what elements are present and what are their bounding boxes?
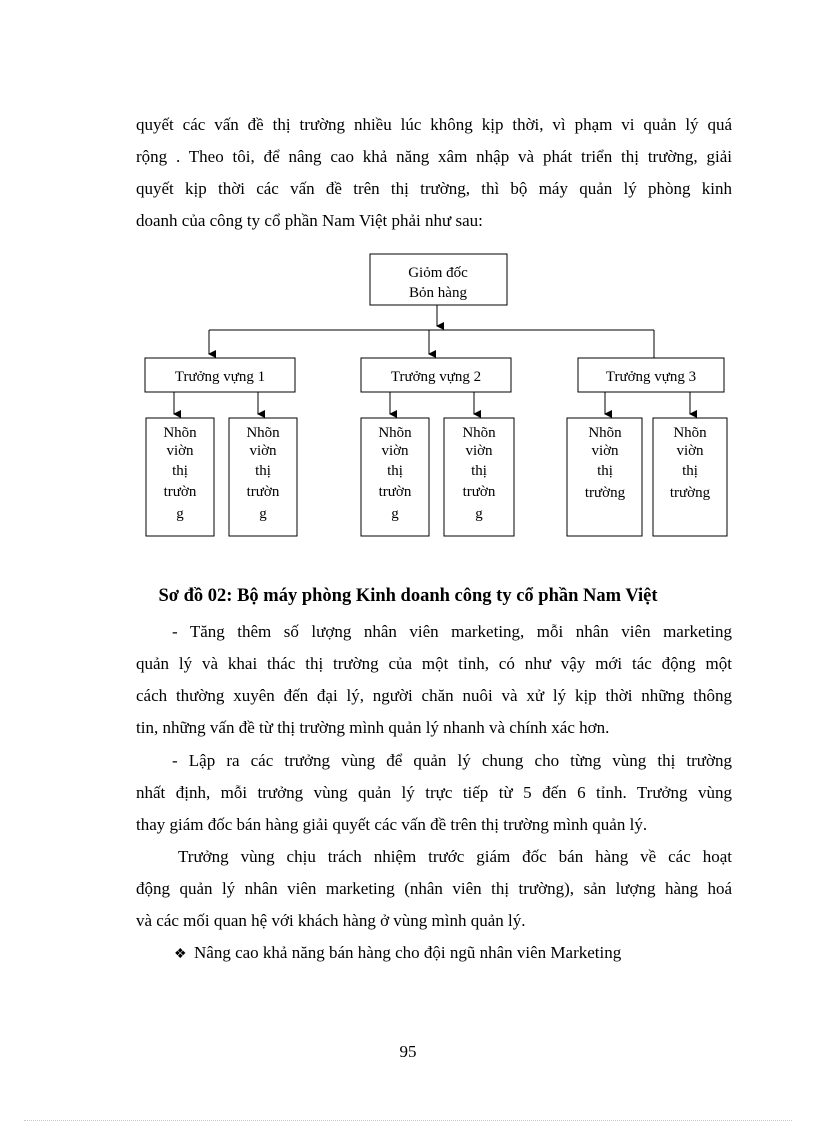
staff-2b-line-5: g [475,506,483,522]
body-line-6: nhất định, mỗi trưởng vùng quản lý trực tiếp từ 5 đến 6 tỉnh. Trưởng vùng [136,783,732,802]
staff-3b-line-4: trường [669,485,711,501]
director-line-1: Giỏm đốc [408,265,468,281]
staff-1a-line-1: Nhõn [163,425,197,441]
staff-3a-line-4: trường [584,485,626,501]
body-line-5: - Lập ra các trưởng vùng để quản lý chung cho từng vùng thị trường [172,751,732,770]
staff-1a-line-3: thị [172,463,188,479]
staff-1a-line-5: g [176,506,184,522]
staff-3a-line-2: viờn [591,443,619,459]
body-line-4: tin, những vấn đề từ thị trường mình quản lý nhanh và chính xác hơn. [136,718,610,737]
body-line-2: quản lý và khai thác thị trường của một tỉnh, có như vậy mới tác động một [136,654,732,673]
staff-2b-line-1: Nhõn [462,425,496,441]
bullet-text: Nâng cao khả năng bán hàng cho đội ngũ nhân viên Marketing [194,943,622,962]
staff-3b-line-3: thị [682,463,698,479]
staff-2b-line-4: trườn [462,484,496,500]
diamond-bullet-icon: ❖ [174,947,187,962]
body-line-8: Trưởng vùng chịu trách nhiệm trước giám đốc bán hàng về các hoạt [178,847,732,866]
body-line-1: - Tăng thêm số lượng nhân viên marketing, mỗi nhân viên marketing [172,622,732,641]
staff-3b-line-1: Nhõn [673,425,707,441]
intro-line-2: rộng . Theo tôi, để nâng cao khả năng xâm nhập và phát triển thị trường, giải [136,147,732,166]
staff-3a-line-1: Nhõn [588,425,622,441]
staff-2a-line-5: g [391,506,399,522]
staff-1a-line-4: trườn [163,484,197,500]
page-number: 95 [399,1042,417,1061]
intro-line-1: quyết các vấn đề thị trường nhiều lúc không kịp thời, vì phạm vi quản lý quá [136,115,732,134]
staff-2a-line-3: thị [387,463,403,479]
staff-3a-line-3: thị [597,463,613,479]
staff-2a-line-2: viờn [381,443,409,459]
staff-1b-line-4: trườn [246,484,280,500]
region-label-3: Trưởng vựng 3 [605,369,697,385]
staff-1b-line-5: g [259,506,267,522]
staff-1b-line-1: Nhõn [246,425,280,441]
staff-1b-line-3: thị [255,463,271,479]
region-label-1: Trưởng vựng 1 [174,369,266,385]
staff-2a-line-1: Nhõn [378,425,412,441]
body-line-7: thay giám đốc bán hàng giải quyết các vấn đề trên thị trường mình quản lý. [136,815,648,834]
diagram-caption: Sơ đồ 02: Bộ máy phòng Kinh doanh công ty cổ phần Nam Việt [158,586,658,606]
body-line-9: động quản lý nhân viên marketing (nhân viên thị trường), sản lượng hàng hoá [136,879,732,898]
director-line-2: Bỏn hàng [409,285,467,301]
body-line-10: và các mối quan hệ với khách hàng ở vùng mình quản lý. [136,911,526,930]
staff-1a-line-2: viờn [166,443,194,459]
intro-line-4: doanh của công ty cổ phần Nam Việt phải như sau: [136,211,483,230]
bullet-item [174,942,734,966]
staff-3b-line-2: viờn [676,443,704,459]
footer-divider [24,1120,792,1121]
staff-1b-line-2: viờn [249,443,277,459]
staff-2b-line-2: viờn [465,443,493,459]
staff-2a-line-4: trườn [378,484,412,500]
body-line-3: cách thường xuyên đến đại lý, người chăn nuôi và xử lý kịp thời những thông [136,686,732,705]
region-label-2: Trưởng vựng 2 [390,369,482,385]
intro-line-3: quyết kịp thời các vấn đề trên thị trường, thì bộ máy quản lý phòng kinh [136,179,732,198]
staff-2b-line-3: thị [471,463,487,479]
